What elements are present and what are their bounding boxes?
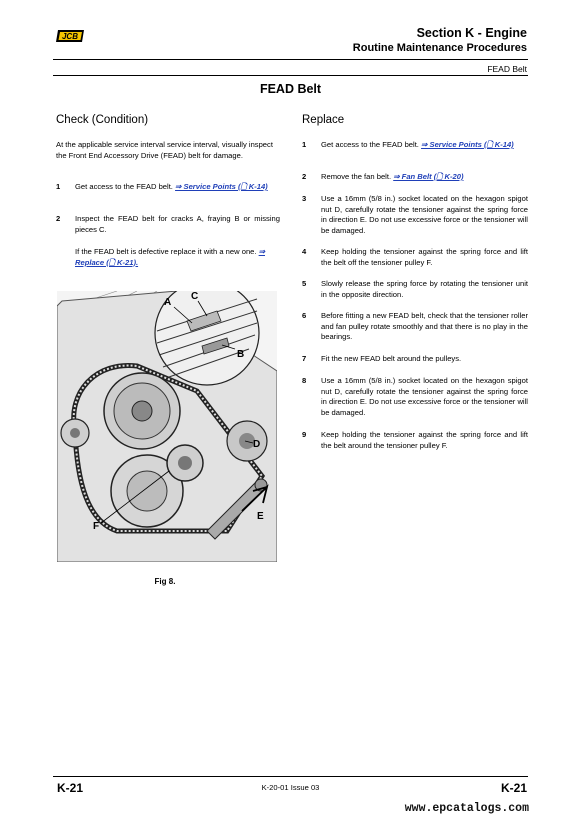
logo-text: JCB xyxy=(61,32,79,41)
step-number: 2 xyxy=(56,214,61,223)
check-heading: Check (Condition) xyxy=(56,114,149,126)
page-number-left: K-21 xyxy=(57,781,84,795)
fead-belt-figure xyxy=(57,291,277,562)
step-number: 8 xyxy=(302,376,307,385)
step-text: Remove the fan belt. xyxy=(321,172,392,181)
step-number: 1 xyxy=(302,140,307,149)
step-text: Before fitting a new FEAD belt, check that the tensioner roller and fan pulley rotate smoothly and that there is no play in the bearings. xyxy=(321,311,528,341)
header-rule xyxy=(53,59,528,60)
replace-step-4 xyxy=(302,247,528,269)
page-title: FEAD Belt xyxy=(259,82,322,96)
watermark: www.epcatalogs.com xyxy=(404,802,529,815)
replace-step-9 xyxy=(302,430,528,452)
step-number: 4 xyxy=(302,247,307,256)
section-subtitle: Routine Maintenance Procedures xyxy=(352,42,527,54)
engine-illustration xyxy=(57,291,277,562)
defective-text: If the FEAD belt is defective replace it with a new one. xyxy=(75,247,257,256)
replace-step-1 xyxy=(302,140,528,162)
label-b: B xyxy=(237,349,245,360)
label-c: C xyxy=(191,291,199,302)
step-number: 2 xyxy=(302,172,307,181)
issue-number: K-20-01 Issue 03 xyxy=(261,783,320,792)
step-number: 6 xyxy=(302,311,307,320)
service-points-link[interactable]: ⇒ Service Points (🗋 K-14) xyxy=(175,182,268,191)
step-text: Inspect the FEAD belt for cracks A, fraying B or missing pieces C. xyxy=(75,214,280,234)
step-number: 1 xyxy=(56,182,61,191)
service-points-link[interactable]: ⇒ Service Points (🗋 K-14) xyxy=(421,140,514,149)
step-text: Get access to the FEAD belt. xyxy=(321,140,419,149)
footer-rule xyxy=(53,776,528,777)
step-text: Keep holding the tensioner against the spring force and lift the belt off the tensioner pulley F. xyxy=(321,247,528,267)
header-rule-2 xyxy=(53,75,528,76)
jcb-logo xyxy=(56,29,86,43)
defective-note xyxy=(75,247,280,268)
step-text: Get access to the FEAD belt. xyxy=(75,182,173,191)
step-number: 5 xyxy=(302,279,307,288)
label-d: D xyxy=(253,439,261,450)
page-number-right: K-21 xyxy=(500,781,527,795)
section-title: Section K - Engine xyxy=(416,26,527,40)
step-number: 7 xyxy=(302,354,307,363)
check-step-2 xyxy=(56,214,280,236)
replace-link[interactable]: ⇒ Replace (🗋 K-21). xyxy=(75,247,265,267)
replace-step-5 xyxy=(302,279,528,301)
step-number: 3 xyxy=(302,194,307,203)
label-a: A xyxy=(164,297,172,308)
figure-caption: Fig 8. xyxy=(154,577,176,586)
label-e: E xyxy=(257,511,264,522)
fan-belt-link[interactable]: ⇒ Fan Belt (🗋 K-20) xyxy=(393,172,464,181)
replace-step-8 xyxy=(302,376,528,420)
step-text: Keep holding the tensioner against the spring force and lift the belt around the tensioner pulley F. xyxy=(321,430,528,450)
check-step-1 xyxy=(56,182,280,204)
replace-step-6 xyxy=(302,311,528,344)
replace-step-2 xyxy=(302,172,528,184)
step-text: Use a 16mm (5/8 in.) socket located on the hexagon spigot nut D, carefully rotate the tensioner against the spring force in direction E. Do not use excessive force or the tensioner will be damaged. xyxy=(321,376,528,417)
replace-heading: Replace xyxy=(302,114,345,126)
step-text: Use a 16mm (5/8 in.) socket located on the hexagon spigot nut D, carefully rotate the tensioner against the spring force in direction E. Do not use excessive force or the tensioner will be damaged. xyxy=(321,194,528,235)
step-text: Slowly release the spring force by rotating the tensioner unit in the opposite direction. xyxy=(321,279,528,299)
check-intro: At the applicable service interval service interval, visually inspect the Front End Accessory Drive (FEAD) belt for damage. xyxy=(56,140,273,160)
step-number: 9 xyxy=(302,430,307,439)
step-text: Fit the new FEAD belt around the pulleys. xyxy=(321,354,462,363)
replace-step-7 xyxy=(302,354,528,366)
breadcrumb: FEAD Belt xyxy=(487,64,527,74)
replace-step-3 xyxy=(302,194,528,238)
label-f: F xyxy=(93,521,100,532)
